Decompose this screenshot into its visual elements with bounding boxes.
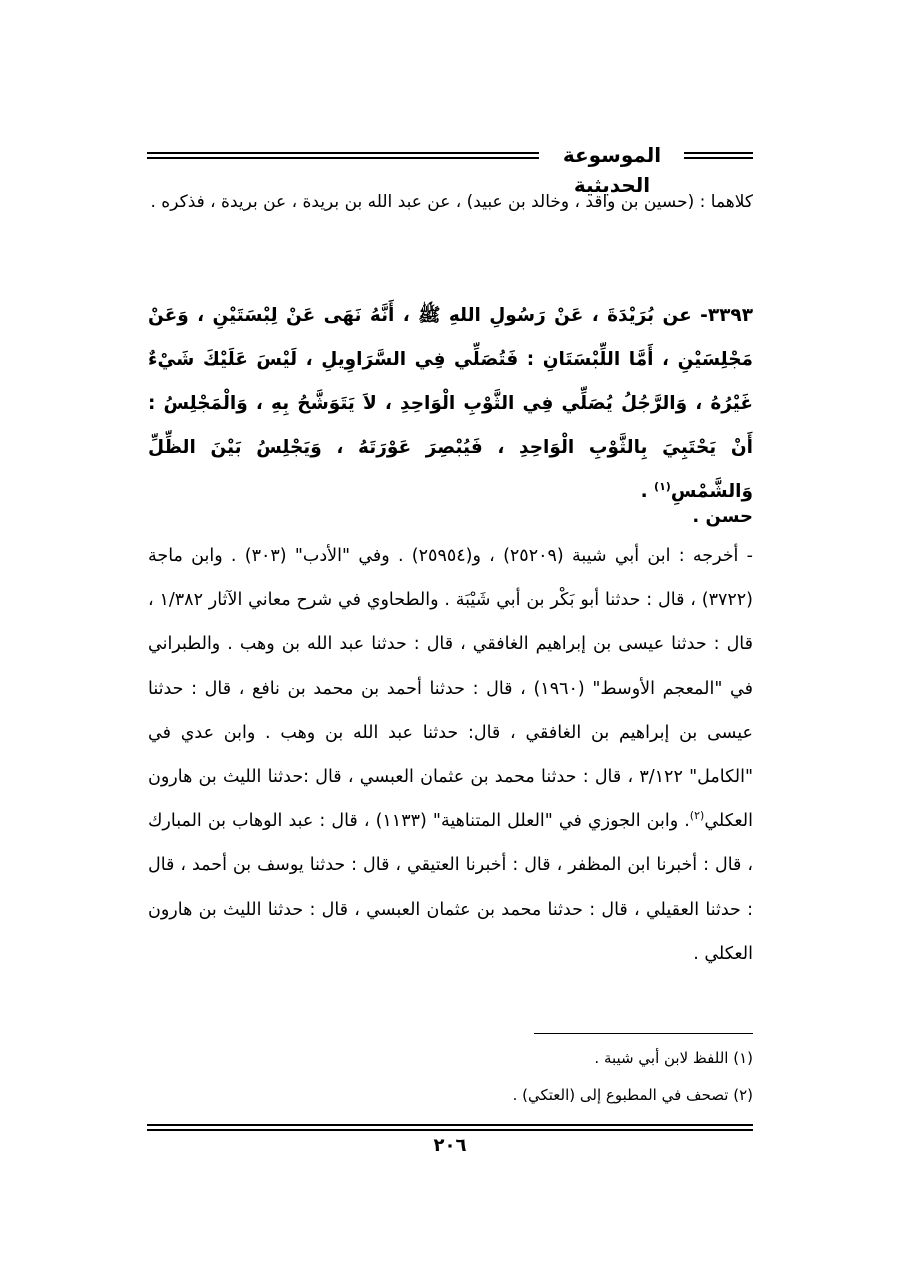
intro-paragraph (148, 180, 753, 225)
takhrij-paragraph (148, 534, 753, 976)
footnote-2: (٢) تصحف في المطبوع إلى (العتكي) . (512, 1086, 753, 1104)
takhrij-text-part1: - أخرجه : ابن أبي شيبة (٢٥٢٠٩) ، و(٢٥٩٥٤) . وفي "الأدب" (٣٠٣) . وابن ماجة (٣٧٢٢) ، قال : حدثنا أبو بَكْر بن أبي شَيْبَة . والطحاوي في شرح معاني الآثار ١/٣٨٢ ، قال : حدثنا عيسى بن إبراهيم الغافقي ، قال : حدثنا عبد الله بن وهب . والطبراني في "المعجم الأوسط" (١٩٦٠) ، قال : حدثنا أحمد بن محمد بن نافع ، قال : حدثنا عيسى بن إبراهيم بن الغافقي ، قال: حدثنا عبد الله بن وهب . وابن عدي في "الكامل" ٣/١٢٢ ، قال : حدثنا محمد بن عثمان العبسي ، قال :حدثنا الليث بن هارون العكلي (148, 546, 754, 832)
footer-rule (147, 1124, 753, 1131)
page-number: ٢٠٦ (433, 1135, 467, 1156)
footnotes (148, 1040, 753, 1114)
header-rule-long (147, 152, 539, 159)
header-title: الموسوعة الحديثية (562, 143, 662, 197)
footnote-1: (١) اللفظ لابن أبي شيبة . (594, 1049, 753, 1067)
hadith-text: ٣٣٩٣- عن بُرَيْدَةَ ، عَنْ رَسُولِ اللهِ ﷺ ، أَنَّهُ نَهَى عَنْ لِبْسَتَيْنِ ، وَعَنْ مَجْلِسَيْنِ ، أَمَّا اللِّبْسَتَانِ : فَتُصَلِّي فِي السَّرَاوِيلِ ، لَيْسَ عَلَيْكَ شَيْءٌ غَيْرُهُ ، وَالرَّجُلُ يُصَلِّي فِي الثَّوْبِ الْوَاحِدِ ، لاَ يَتَوَشَّحُ بِهِ ، وَالْمَجْلِسُ : أَنْ يَحْتَبِيَ بِالثَّوْبِ الْوَاحِدِ ، فَيُبْصِرَ عَوْرَتَهُ ، وَيَجْلِسُ بَيْنَ الظِّلِّ وَالشَّمْسِ (148, 305, 753, 502)
header-rule-short (684, 152, 753, 159)
intro-text: كلاهما : (حسين بن واقد ، وخالد بن عبيد) ، عن عبد الله بن بريدة ، عن بريدة ، فذكره . (150, 192, 753, 212)
hadith-end: . (640, 481, 655, 502)
footnote-ref-2: (٢) (689, 809, 705, 823)
hadith-grade: حسن . (692, 506, 753, 527)
footnote-ref-1: (١) (654, 479, 671, 493)
takhrij-text-part2: . وابن الجوزي في "العلل المتناهية" (١١٣٣) ، قال : عبد الوهاب بن المبارك ، قال : أخبرنا ابن المظفر ، قال : أخبرنا العتيقي ، قال : حدثنا يوسف بن أحمد ، قال : حدثنا العقيلي ، قال : حدثنا محمد بن عثمان العبسي ، قال : حدثنا الليث بن هارون العكلي . (148, 811, 753, 964)
hadith-paragraph (148, 294, 753, 514)
footnote-separator (534, 1033, 753, 1034)
running-header (147, 140, 753, 197)
